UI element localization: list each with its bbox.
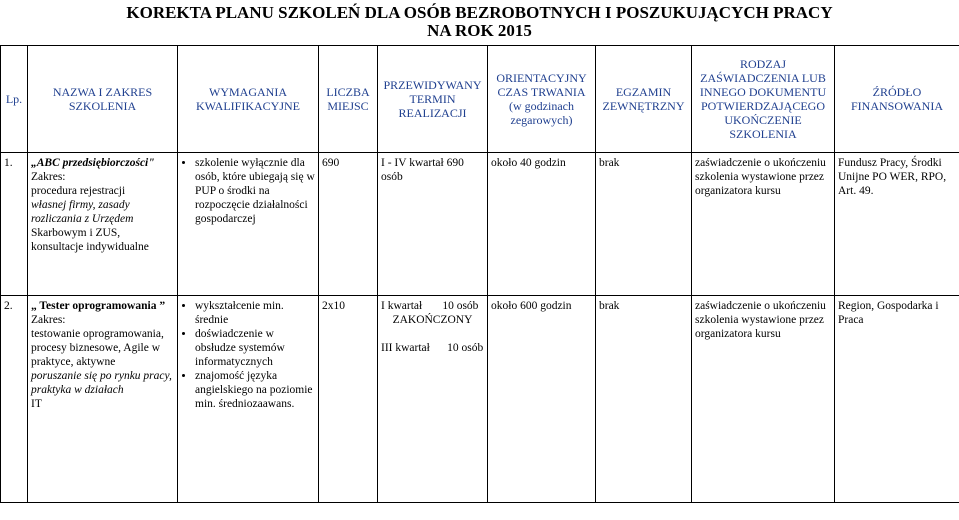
row-czas: około 600 godzin — [488, 296, 596, 503]
row-zrodlo: Fundusz Pracy, Środki Unijne PO WER, RPO, Art. 49. — [835, 153, 959, 296]
row-egzamin: brak — [596, 296, 692, 503]
page-title: KOREKTA PLANU SZKOLEŃ DLA OSÓB BEZROBOTNYCH I POSZUKUJĄCYCH PRACY — [126, 3, 833, 22]
training-plan-table — [0, 45, 959, 503]
termin-status: ZAKOŃCZONY — [392, 314, 473, 326]
row-rodzaj: zaświadczenie o ukończeniu szkolenia wystawione przez organizatora kursu — [692, 153, 835, 296]
page-subtitle: NA ROK 2015 — [427, 21, 532, 40]
zakres-text: procedura rejestracji — [31, 185, 126, 197]
row-termin: I - IV kwartał 690 osób — [378, 153, 488, 296]
row-nazwa — [28, 153, 178, 296]
header-egzamin: EGZAMIN ZEWNĘTRZNY — [596, 46, 692, 153]
requirement-item: • znajomość języka angielskiego na poziomie min. średniozaawans. — [195, 369, 315, 411]
row-termin — [378, 296, 488, 503]
zakres-label: Zakres: — [31, 171, 66, 183]
row-egzamin: brak — [596, 153, 692, 296]
row-lp: 2. — [1, 296, 28, 503]
requirement-item: • szkolenie wyłącznie dla osób, które ubiegają się w PUP o środki na rozpoczęcie działalności gospodarczej — [195, 156, 315, 226]
row-zrodlo: Region, Gospodarka i Praca — [835, 296, 959, 503]
header-lp: Lp. — [1, 46, 28, 153]
table-row — [1, 153, 959, 296]
zakres-text: własnej firmy, zasady rozliczania z Urzędem — [31, 199, 134, 225]
course-name: „ABC przedsiębiorczości" — [31, 157, 155, 169]
row-czas: około 40 godzin — [488, 153, 596, 296]
header-czas: ORIENTACYJNY CZAS TRWANIA (w godzinach zegarowych) — [488, 46, 596, 153]
header-nazwa: NAZWA I ZAKRES SZKOLENIA — [28, 46, 178, 153]
zakres-text: IT — [31, 398, 42, 410]
row-nazwa — [28, 296, 178, 503]
header-liczba: LICZBA MIEJSC — [319, 46, 378, 153]
zakres-label: Zakres: — [31, 314, 66, 326]
row-lp: 1. — [1, 153, 28, 296]
table-header-row — [1, 46, 959, 153]
zakres-text: poruszanie się po rynku pracy, praktyka w działach — [31, 370, 172, 396]
row-liczba: 2x10 — [319, 296, 378, 503]
row-wymagania — [178, 153, 319, 296]
header-rodzaj: RODZAJ ZAŚWIADCZENIA LUB INNEGO DOKUMENTU POTWIERDZAJĄCEGO UKOŃCZENIE SZKOLENIA — [692, 46, 835, 153]
requirement-item: • wykształcenie min. średnie — [195, 299, 315, 327]
row-wymagania — [178, 296, 319, 503]
zakres-text: testowanie oprogramowania, procesy biznesowe, Agile w praktyce, aktywne — [31, 328, 164, 368]
header-termin: PRZEWIDYWANY TERMIN REALIZACJI — [378, 46, 488, 153]
header-wymagania: WYMAGANIA KWALIFIKACYJNE — [178, 46, 319, 153]
row-rodzaj: zaświadczenie o ukończeniu szkolenia wystawione przez organizatora kursu — [692, 296, 835, 503]
table-row — [1, 296, 959, 503]
zakres-text: Skarbowym i ZUS, konsultacje indywidualne — [31, 227, 149, 253]
termin-line: I kwartał 10 osób — [381, 300, 479, 312]
requirement-item: • doświadczenie w obsłudze systemów informatycznych — [195, 327, 315, 369]
header-zrodlo: ŹRÓDŁO FINANSOWANIA — [835, 46, 959, 153]
termin-line: III kwartał 10 osób — [381, 342, 484, 354]
row-liczba: 690 — [319, 153, 378, 296]
course-name: „ Tester oprogramowania ” — [31, 300, 166, 312]
